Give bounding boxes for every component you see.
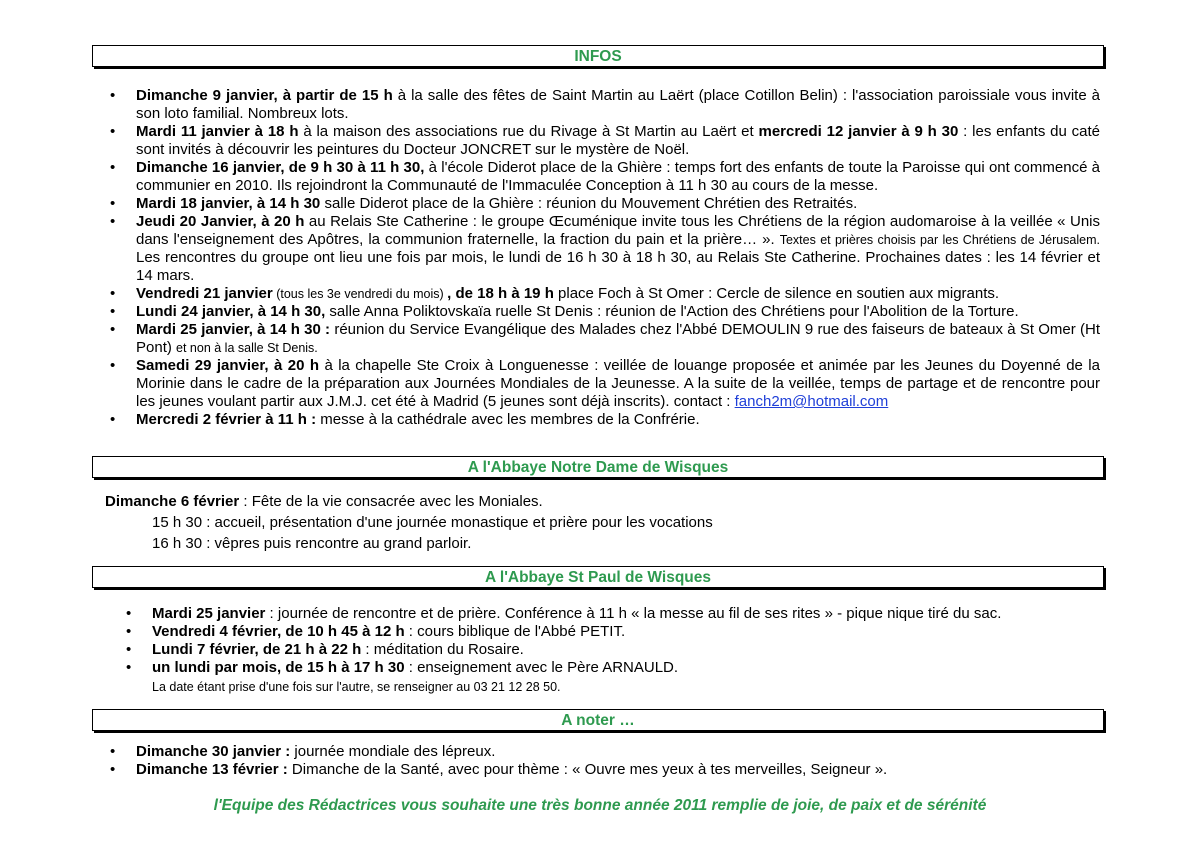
a-noter-header: A noter … — [92, 709, 1104, 731]
list-item: • Dimanche 13 février : Dimanche de la Santé, avec pour thème : « Ouvre mes yeux à tes merveilles, Seigneur ». — [136, 761, 1100, 779]
list-item: • Vendredi 4 février, de 10 h 45 à 12 h : cours biblique de l'Abbé PETIT. — [152, 623, 1052, 641]
notre-dame-line: 16 h 30 : vêpres puis rencontre au grand parloir. — [152, 535, 472, 552]
st-paul-list — [152, 605, 1052, 677]
list-item: • un lundi par mois, de 15 h à 17 h 30 : enseignement avec le Père ARNAULD. — [152, 659, 1052, 677]
list-item: • Mardi 25 janvier : journée de rencontre et de prière. Conférence à 11 h « la messe au fil de ses rites » - pique nique tiré du sac. — [152, 605, 1052, 623]
st-paul-note: La date étant prise d'une fois sur l'autre, se renseigner au 03 21 12 28 50. — [152, 680, 561, 694]
list-item: • Lundi 7 février, de 21 h à 22 h : méditation du Rosaire. — [152, 641, 1052, 659]
list-item: • Dimanche 9 janvier, à partir de 15 h à la salle des fêtes de Saint Martin au Laërt (place Cotillon Belin) : l'association paroissiale vous invite à son loto familial. Nombreux lots. — [136, 87, 1100, 123]
st-paul-header: A l'Abbaye St Paul de Wisques — [92, 566, 1104, 588]
list-item: • Mardi 11 janvier à 18 h à la maison des associations rue du Rivage à St Martin au Laërt et mercredi 12 janvier à 9 h 30 : les enfants du caté sont invités à découvrir les peintures du Docteur JONCRET sur le mystère de Noël. — [136, 123, 1100, 159]
list-item: • Mardi 25 janvier, à 14 h 30 : réunion du Service Evangélique des Malades chez l'Abbé DEMOULIN 9 rue des faiseurs de bateaux à St Omer (Ht Pont) et non à la salle St Denis. — [136, 321, 1100, 357]
list-item: • Samedi 29 janvier, à 20 h à la chapelle Ste Croix à Longuenesse : veillée de louange proposée et animée par les Jeunes du Doyenné de la Morinie dans le cadre de la préparation aux Journées Mondiales de la Jeunesse. A la suite de la veillée, temps de partage et de rencontre pour les jeunes voulant partir aux J.M.J. cet été à Madrid (5 jeunes sont déjà inscrits). contact : fanch2m@hotmail.com — [136, 357, 1100, 411]
list-item: • Mercredi 2 février à 11 h : messe à la cathédrale avec les membres de la Confrérie. — [136, 411, 1100, 429]
notre-dame-header: A l'Abbaye Notre Dame de Wisques — [92, 456, 1104, 478]
a-noter-list — [136, 743, 1100, 779]
list-item: • Dimanche 16 janvier, de 9 h 30 à 11 h 30, à l'école Diderot place de la Ghière : temps fort des enfants de toute la Paroisse qui ont commencé à communier en 2010. Ils rejoindront la Communauté de l'Immaculée Conception à 11 h 30 au cours de la messe. — [136, 159, 1100, 195]
list-item: • Jeudi 20 Janvier, à 20 h au Relais Ste Catherine : le groupe Œcuménique invite tous les Chrétiens de la région audomaroise à la veillée « Unis dans l'enseignement des Apôtres, la communion fraternelle, la fraction du pain et la prière… ». Textes et prières choisis par les Chrétiens de Jérusalem. Les rencontres du groupe ont lieu une fois par mois, le lundi de 16 h 30 à 18 h 30, au Relais Ste Catherine. Prochaines dates : les 14 février et 14 mars. — [136, 213, 1100, 285]
notre-dame-line: 15 h 30 : accueil, présentation d'une journée monastique et prière pour les vocations — [152, 514, 713, 531]
contact-email-link[interactable]: fanch2m@hotmail.com — [734, 393, 889, 410]
notre-dame-line: Dimanche 6 février : Fête de la vie consacrée avec les Moniales. — [105, 493, 543, 510]
list-item: • Mardi 18 janvier, à 14 h 30 salle Diderot place de la Ghière : réunion du Mouvement Chrétien des Retraités. — [136, 195, 1100, 213]
list-item: • Vendredi 21 janvier (tous les 3e vendredi du mois) , de 18 h à 19 h place Foch à St Omer : Cercle de silence en soutien aux migrants. — [136, 285, 1100, 303]
list-item: • Lundi 24 janvier, à 14 h 30, salle Anna Poliktovskaïa ruelle St Denis : réunion de l'Action des Chrétiens pour l'Abolition de la Torture. — [136, 303, 1100, 321]
notre-dame-section — [105, 491, 713, 554]
list-item: • Dimanche 30 janvier : journée mondiale des lépreux. — [136, 743, 1100, 761]
infos-list — [136, 87, 1100, 429]
footer-wishes: l'Equipe des Rédactrices vous souhaite une très bonne année 2011 remplie de joie, de paix et de sérénité — [213, 797, 987, 814]
infos-header: INFOS — [92, 45, 1104, 67]
